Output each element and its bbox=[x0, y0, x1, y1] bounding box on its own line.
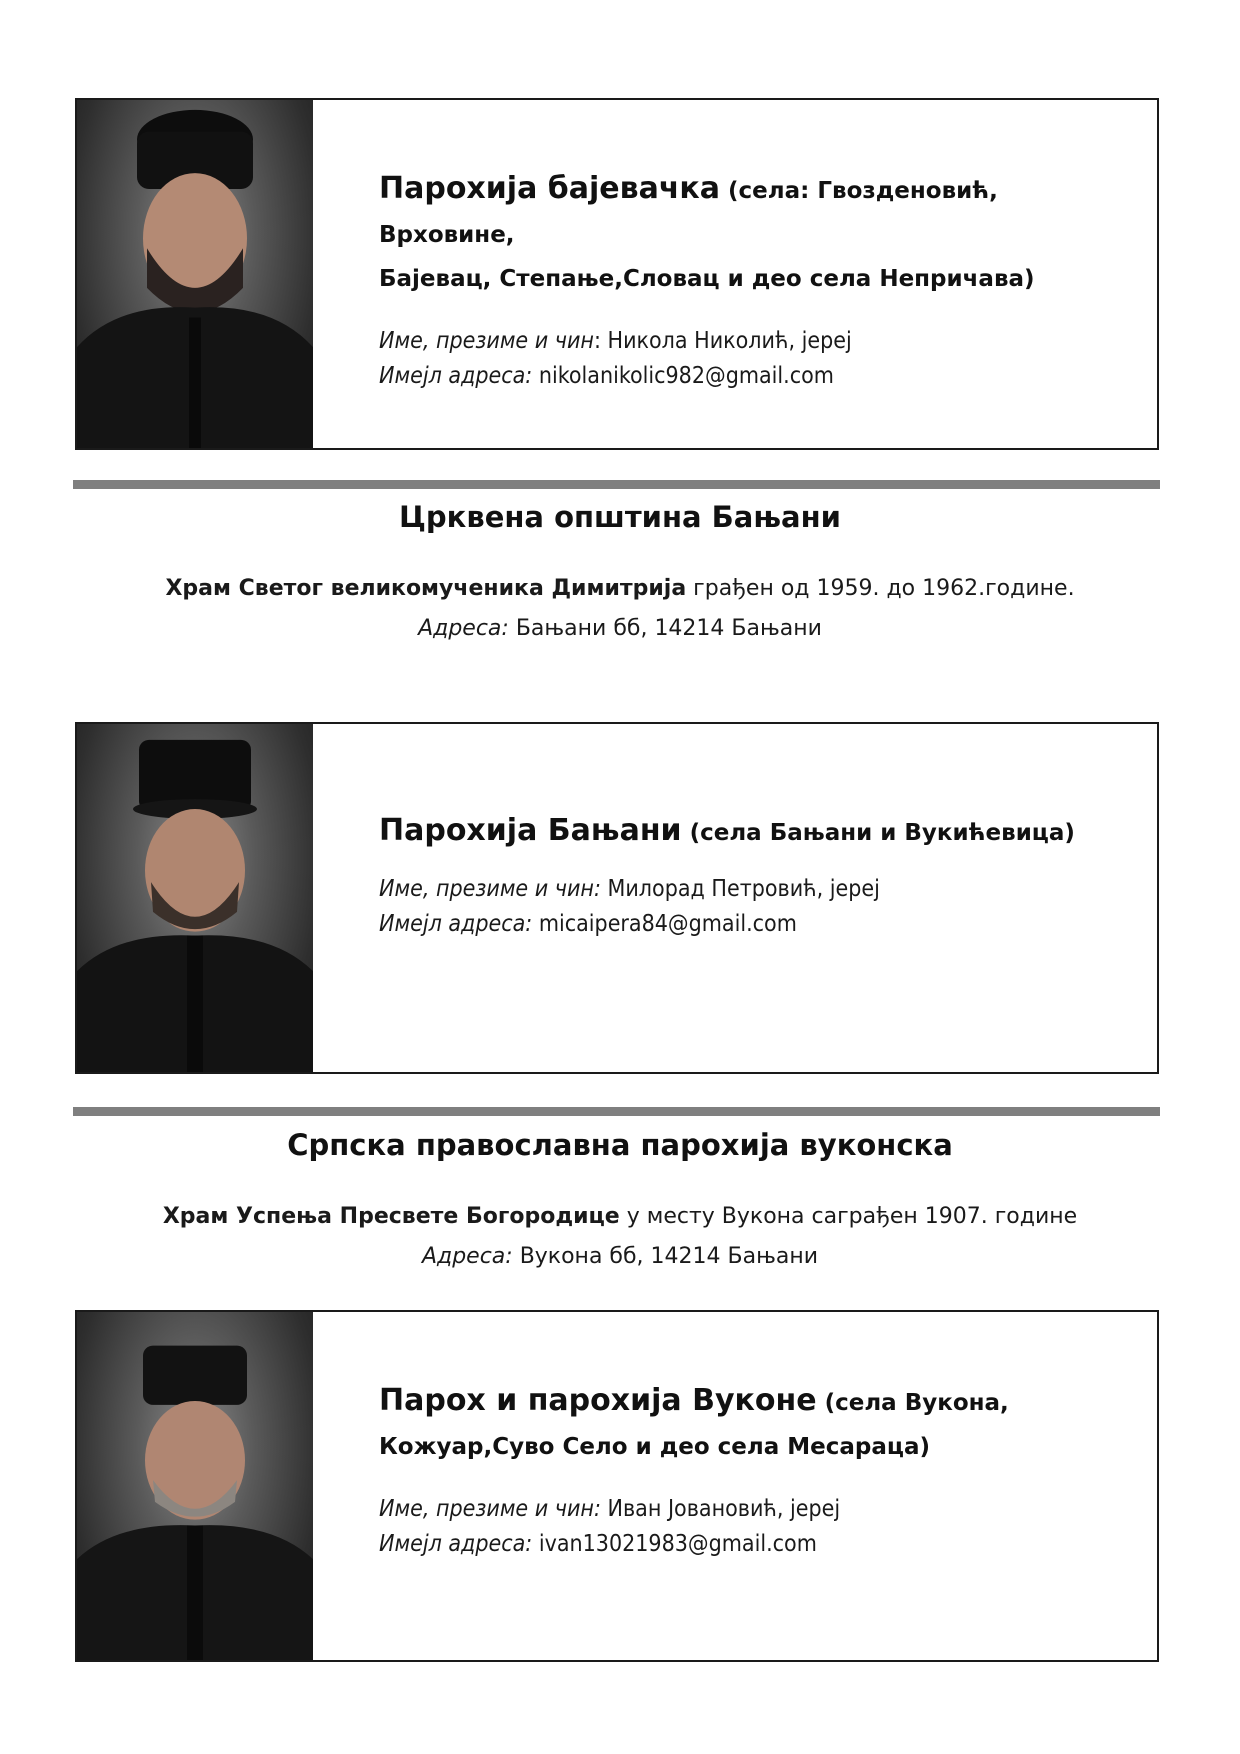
parish-villages: (села Вукона, bbox=[816, 1390, 1009, 1416]
section-divider bbox=[73, 480, 1160, 489]
name-label: Име, презиме и чин bbox=[379, 328, 594, 354]
address-label: Адреса: bbox=[418, 616, 509, 641]
priest-email[interactable]: micaipera84@gmail.com bbox=[532, 911, 797, 937]
priest-email[interactable]: nikolanikolic982@gmail.com bbox=[532, 363, 834, 389]
email-line bbox=[379, 359, 1117, 394]
church-address bbox=[0, 1244, 1240, 1269]
church-name: Храм Светог великомученика Димитрија bbox=[165, 576, 687, 601]
church-address bbox=[0, 616, 1240, 641]
section-divider bbox=[73, 1107, 1160, 1116]
name-label: Име, презиме и чин: bbox=[379, 1496, 601, 1522]
name-label: Име, презиме и чин: bbox=[379, 876, 601, 902]
church-description bbox=[0, 576, 1240, 601]
priest-name-line bbox=[379, 324, 1117, 359]
address-label: Адреса: bbox=[421, 1244, 513, 1269]
priest-name-line bbox=[379, 872, 1117, 907]
priest-photo bbox=[77, 100, 313, 448]
parish-card-banjani bbox=[75, 722, 1159, 1074]
church-name: Храм Успења Пресвете Богородице bbox=[162, 1204, 620, 1229]
priest-name: Иван Јовановић, јереј bbox=[600, 1496, 841, 1522]
email-line bbox=[379, 1527, 1117, 1562]
parish-name: Парох и парохија Вуконе bbox=[379, 1383, 817, 1418]
email-line bbox=[379, 907, 1117, 942]
address-value: Бањани бб, 14214 Бањани bbox=[508, 616, 822, 641]
church-built: у месту Вукона саграђен 1907. године bbox=[619, 1204, 1078, 1229]
parish-villages-cont: Бајевац, Степање,Словац и део села Непричава) bbox=[379, 266, 1035, 292]
section-title: Српска православна парохија вуконска bbox=[287, 1128, 953, 1162]
parish-villages: (села Бањани и Вукићевица) bbox=[681, 820, 1075, 846]
priest-photo bbox=[77, 1312, 313, 1660]
church-description bbox=[0, 1204, 1240, 1229]
parish-card-vukona bbox=[75, 1310, 1159, 1662]
parish-villages-cont: Кожуар,Суво Село и део села Месараца) bbox=[379, 1434, 930, 1460]
priest-name: Милорад Петровић, јереј bbox=[600, 876, 880, 902]
parish-card-bajevac bbox=[75, 98, 1159, 450]
email-label: Имејл адреса: bbox=[379, 363, 533, 389]
parish-name: Парохија Бањани bbox=[379, 813, 682, 848]
priest-name: : Никола Николић, јереј bbox=[593, 328, 852, 354]
parish-name: Парохија бајевачка bbox=[379, 171, 721, 206]
parish-villages: (села: Гвозденовић, Врховине, bbox=[379, 178, 998, 248]
church-built: грађен од 1959. до 1962.године. bbox=[686, 576, 1075, 601]
parish-title bbox=[379, 810, 1117, 856]
priest-photo bbox=[77, 724, 313, 1072]
parish-title bbox=[379, 168, 1117, 302]
email-label: Имејл адреса: bbox=[379, 1531, 533, 1557]
address-value: Вукона бб, 14214 Бањани bbox=[512, 1244, 819, 1269]
priest-name-line bbox=[379, 1492, 1117, 1527]
email-label: Имејл адреса: bbox=[379, 911, 533, 937]
priest-email[interactable]: ivan13021983@gmail.com bbox=[532, 1531, 817, 1557]
section-title: Црквена општина Бањани bbox=[399, 500, 841, 534]
parish-title bbox=[379, 1380, 1117, 1470]
